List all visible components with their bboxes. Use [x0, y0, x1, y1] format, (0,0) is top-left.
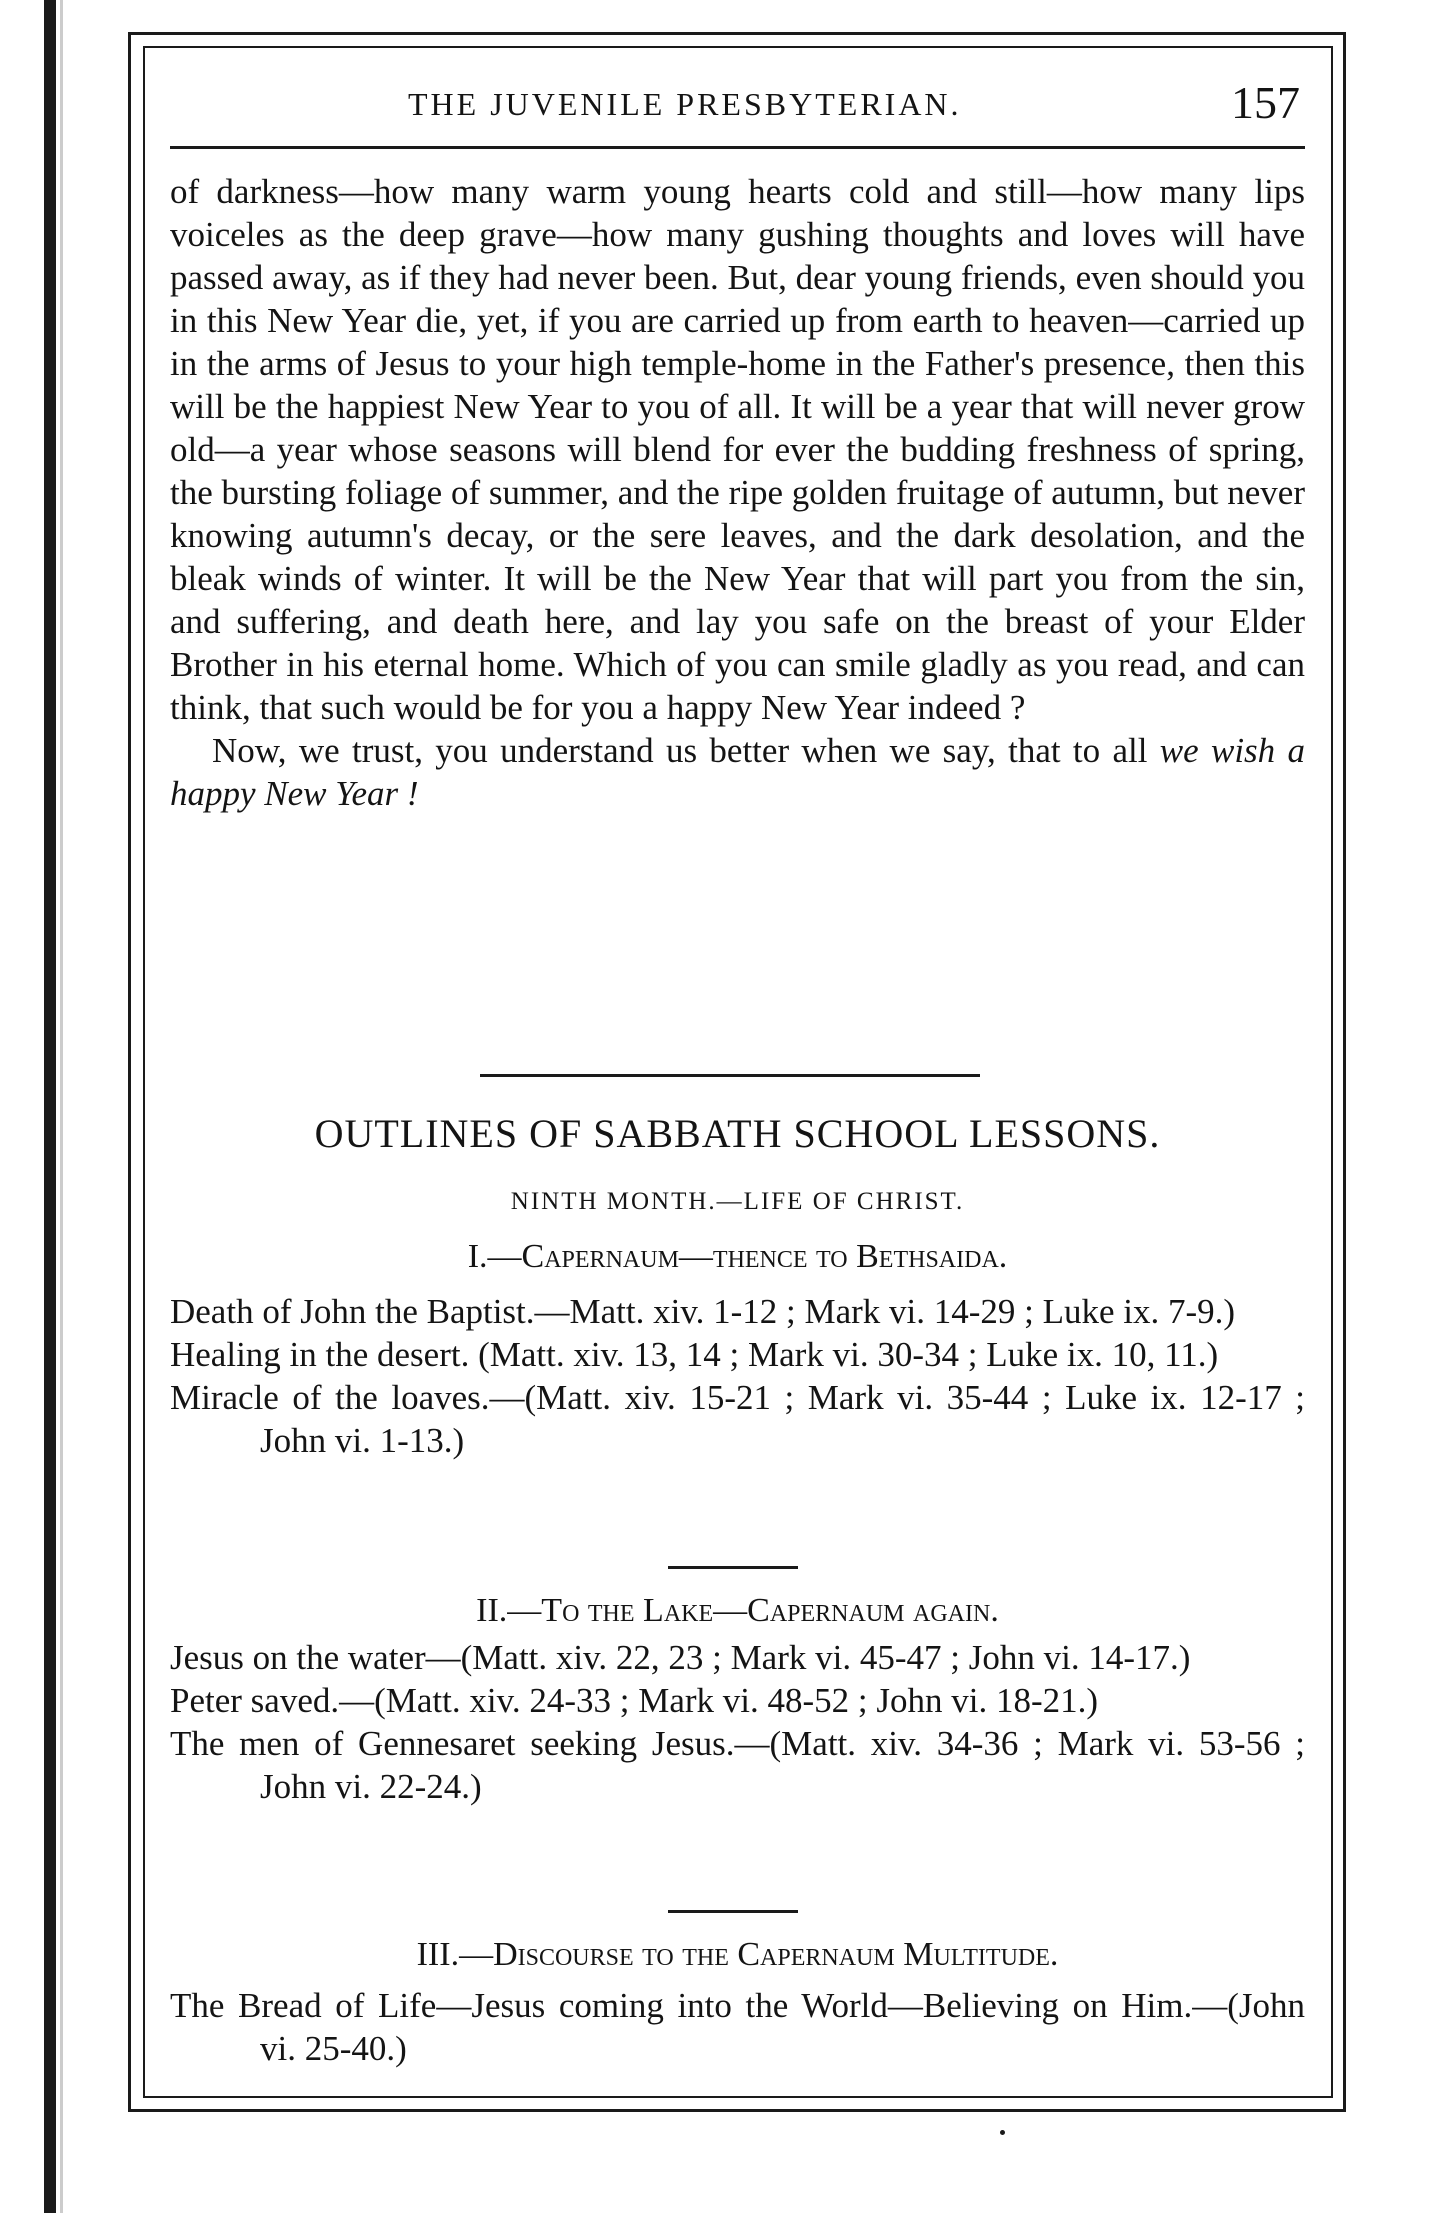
lesson-item: Healing in the desert. (Matt. xiv. 13, 14 ; Mark vi. 30-34 ; Luke ix. 10, 11.) [170, 1335, 1219, 1374]
lesson-list-1 [170, 1290, 1305, 1462]
page-number: 157 [1231, 77, 1300, 128]
page-header [170, 76, 1300, 136]
lesson-item: Miracle of the loaves.—(Matt. xiv. 15-21 ; Mark vi. 35-44 ; Luke ix. 12-17 ; John vi. 1-13.) [170, 1378, 1305, 1460]
lesson-list-3 [170, 1984, 1305, 2070]
lesson-heading-1: I.—Capernaum—thence to Bethsaida. [467, 1238, 1008, 1275]
binding-edge [44, 0, 56, 2213]
header-rule [170, 146, 1305, 149]
paragraph-1: of darkness—how many warm young hearts cold and still—how many lips voiceles as the deep grave—how many gushing thoughts and loves will have passed away, as if they had never been. But, dear young friends, even should you in this New Year die, yet, if you are carried up from earth to heaven—carried up in the arms of Jesus to your high temple-home in the Father's presence, then this will be the happiest New Year to you of all. It will be a year that will never grow old—a year whose seasons will blend for ever the budding freshness of spring, the bursting foliage of summer, and the ripe golden fruitage of autumn, but never knowing autumn's decay, or the sere leaves, and the dark desolation, and the bleak winds of winter. It will be the New Year that will part you from the sin, and suffering, and death here, and lay you safe on the breast of your Elder Brother in his eternal home. Which of you can smile gladly as you read, and can think, that such would be for you a happy New Year indeed ? [170, 172, 1305, 727]
lessons-subtitle: NINTH MONTH.—LIFE OF CHRIST. [510, 1188, 965, 1215]
lesson-divider [668, 1566, 798, 1569]
lesson-heading-3: III.—Discourse to the Capernaum Multitude. [416, 1936, 1059, 1973]
lessons-title: OUTLINES OF SABBATH SCHOOL LESSONS. [314, 1111, 1161, 1156]
ink-speck [1000, 2130, 1005, 2135]
lesson-item: Peter saved.—(Matt. xiv. 24-33 ; Mark vi. 48-52 ; John vi. 18-21.) [170, 1681, 1099, 1720]
lesson-item: Jesus on the water—(Matt. xiv. 22, 23 ; Mark vi. 45-47 ; John vi. 14-17.) [170, 1638, 1191, 1677]
lesson-list-2 [170, 1636, 1305, 1808]
lesson-item: The men of Gennesaret seeking Jesus.—(Matt. xiv. 34-36 ; Mark vi. 53-56 ; John vi. 22-24.) [170, 1724, 1305, 1806]
lesson-divider [668, 1910, 798, 1913]
paragraph-2-italic: we wish a happy New Year ! [170, 731, 1305, 813]
lesson-heading-2: II.—To the Lake—Capernaum again. [476, 1592, 999, 1629]
running-title: THE JUVENILE PRESBYTERIAN. [408, 86, 962, 122]
section-divider [480, 1074, 980, 1077]
binding-shadow [60, 0, 63, 2213]
lesson-item: The Bread of Life—Jesus coming into the World—Believing on Him.—(John vi. 25-40.) [170, 1986, 1305, 2068]
paragraph-2 [170, 729, 1305, 815]
article-body [170, 170, 1305, 815]
lesson-item: Death of John the Baptist.—Matt. xiv. 1-12 ; Mark vi. 14-29 ; Luke ix. 7-9.) [170, 1292, 1236, 1331]
paragraph-2-text: Now, we trust, you understand us better when we say, that to all [212, 731, 1160, 770]
